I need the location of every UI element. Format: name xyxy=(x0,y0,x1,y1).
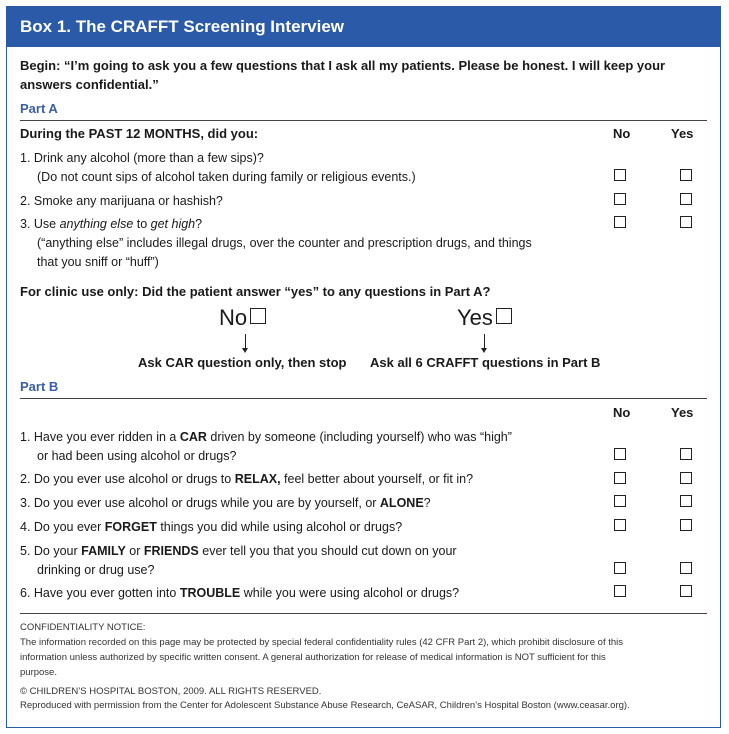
part-b-q1-yes-checkbox[interactable] xyxy=(680,448,692,460)
part-a-q1-yes-checkbox[interactable] xyxy=(680,169,692,181)
part-b-q6-yes-checkbox[interactable] xyxy=(680,585,692,597)
notice-heading: CONFIDENTIALITY NOTICE: xyxy=(20,622,146,633)
part-b-q6: 6. Have you ever gotten into TROUBLE while you were using alcohol or drugs? xyxy=(20,586,460,600)
part-a-heading: During the PAST 12 MONTHS, did you: xyxy=(20,126,259,141)
part-b-q1-line2: or had been using alcohol or drugs? xyxy=(37,449,237,463)
part-b-col-yes: Yes xyxy=(671,405,694,420)
part-a-q1-note: (Do not count sips of alcohol taken during family or religious events.) xyxy=(37,170,416,184)
part-a-q3-note: (“anything else” includes illegal drugs, over the counter and prescription drugs, and things xyxy=(37,236,532,250)
notice-line-2: information unless authorized by specific written consent. A general authorization for release of medical information is NOT sufficient for this xyxy=(20,652,606,663)
part-a-q1-no-checkbox[interactable] xyxy=(614,169,626,181)
part-a-col-no: No xyxy=(613,126,631,141)
clinic-no-checkbox[interactable] xyxy=(250,308,266,324)
part-b-q1: 1. Have you ever ridden in a CAR driven by someone (including yourself) who was “high” xyxy=(20,430,512,444)
part-b-q2-yes-checkbox[interactable] xyxy=(680,472,692,484)
part-b-divider xyxy=(20,398,707,399)
part-a-q2-yes-checkbox[interactable] xyxy=(680,193,692,205)
part-b-q2-no-checkbox[interactable] xyxy=(614,472,626,484)
part-a-q3-no-checkbox[interactable] xyxy=(614,216,626,228)
clinic-yes-checkbox[interactable] xyxy=(496,308,512,324)
clinic-no-option[interactable]: No xyxy=(219,305,266,331)
begin-line-2: answers confidential.” xyxy=(20,77,159,92)
part-b-q6-no-checkbox[interactable] xyxy=(614,585,626,597)
clinic-no-action: Ask CAR question only, then stop xyxy=(138,355,347,370)
yes-arrow-icon xyxy=(484,334,485,349)
part-b-q4-no-checkbox[interactable] xyxy=(614,519,626,531)
notice-line-3: purpose. xyxy=(20,667,57,678)
part-a-q3-yes-checkbox[interactable] xyxy=(680,216,692,228)
notice-line-1: The information recorded on this page may be protected by special federal confidentiality rules (42 CFR Part 2), which prohibit disclosure of this xyxy=(20,637,624,648)
part-a-divider xyxy=(20,120,707,121)
reproduced-notice: Reproduced with permission from the Center for Adolescent Substance Abuse Research, CeASAR, Children’s Hospital Boston (www.ceasar.org). xyxy=(20,700,630,711)
clinic-question: For clinic use only: Did the patient answer “yes” to any questions in Part A? xyxy=(20,284,491,299)
part-a-label: Part A xyxy=(20,101,58,116)
part-b-q5-yes-checkbox[interactable] xyxy=(680,562,692,574)
part-a-q1: 1. Drink any alcohol (more than a few sips)? xyxy=(20,151,264,165)
part-b-q4-yes-checkbox[interactable] xyxy=(680,519,692,531)
part-a-q3-note-2: that you sniff or “huff”) xyxy=(37,255,159,269)
part-b-q3-yes-checkbox[interactable] xyxy=(680,495,692,507)
notice-divider xyxy=(20,613,707,614)
part-b-q1-no-checkbox[interactable] xyxy=(614,448,626,460)
box-title: Box 1. The CRAFFT Screening Interview xyxy=(7,7,720,47)
clinic-yes-option[interactable]: Yes xyxy=(457,305,512,331)
no-arrow-icon xyxy=(245,334,246,349)
part-b-q5-no-checkbox[interactable] xyxy=(614,562,626,574)
part-b-q3: 3. Do you ever use alcohol or drugs while you are by yourself, or ALONE? xyxy=(20,496,431,510)
part-a-col-yes: Yes xyxy=(671,126,694,141)
part-b-q5: 5. Do your FAMILY or FRIENDS ever tell you that you should cut down on your xyxy=(20,544,457,558)
part-a-q2: 2. Smoke any marijuana or hashish? xyxy=(20,194,223,208)
part-b-q2: 2. Do you ever use alcohol or drugs to RELAX, feel better about yourself, or fit in? xyxy=(20,472,474,486)
begin-line-1: Begin: “I’m going to ask you a few questions that I ask all my patients. Please be honest. I will keep your xyxy=(20,58,666,73)
part-b-col-no: No xyxy=(613,405,631,420)
part-b-q3-no-checkbox[interactable] xyxy=(614,495,626,507)
copyright: © CHILDREN’S HOSPITAL BOSTON, 2009. ALL RIGHTS RESERVED. xyxy=(20,686,322,697)
crafft-box xyxy=(6,6,721,728)
part-a-q3: 3. Use anything else to get high? xyxy=(20,217,203,231)
part-a-q2-no-checkbox[interactable] xyxy=(614,193,626,205)
part-b-label: Part B xyxy=(20,379,59,394)
part-b-q5-line2: drinking or drug use? xyxy=(37,563,155,577)
clinic-yes-action: Ask all 6 CRAFFT questions in Part B xyxy=(370,355,601,370)
part-b-q4: 4. Do you ever FORGET things you did while using alcohol or drugs? xyxy=(20,520,403,534)
